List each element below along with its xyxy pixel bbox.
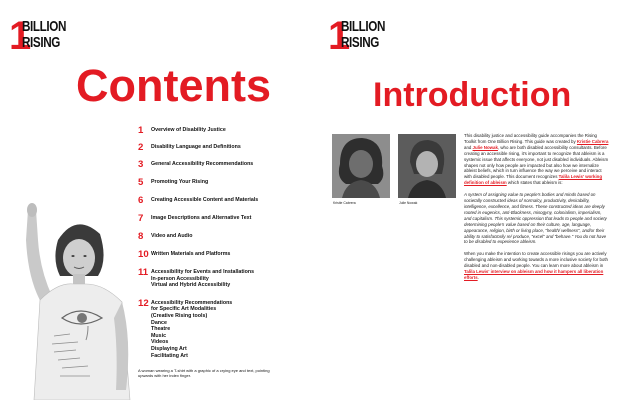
toc-line: Creating Accessible Content and Materials	[151, 197, 259, 203]
toc-entry-text	[151, 267, 254, 289]
contents-title: Contents	[76, 60, 271, 111]
toc-item[interactable]	[138, 231, 303, 242]
toc-item[interactable]	[138, 298, 303, 359]
logo-word-billion: BILLION	[22, 18, 67, 35]
toc-entry-text	[151, 195, 258, 206]
toc-entry-text	[151, 231, 193, 242]
toc-page-number: 11	[138, 267, 149, 278]
toc-page-number: 5	[138, 177, 144, 188]
toc-item[interactable]	[138, 213, 303, 224]
toc-entry-text	[151, 159, 253, 170]
toc-page-number: 3	[138, 159, 144, 170]
logo-word-rising: RISING	[341, 34, 379, 51]
woman-pointing-up-photo	[18, 200, 136, 400]
introduction-title: Introduction	[373, 76, 572, 114]
julie-nowak-link[interactable]: Julie Nowak	[472, 144, 498, 150]
logo-numeral: 1	[328, 14, 351, 58]
toc-line: Accessibility for Events and Installations	[151, 269, 255, 275]
toc-line: Image Descriptions and Alternative Text	[151, 215, 252, 221]
photo-caption: A woman wearing a T-shirt with a graphic of a crying eye and text, pointing upwards with her index finger.	[138, 368, 270, 378]
toc-item[interactable]	[138, 177, 303, 188]
introduction-page	[309, 0, 618, 400]
ableism-definition-link[interactable]: Talila Lewis' working definition of ableism	[464, 174, 603, 186]
toc-entry-text	[151, 249, 230, 260]
toc-entry-text	[151, 213, 251, 224]
toc-entry-text	[151, 177, 208, 188]
logo-word-rising: RISING	[22, 34, 60, 51]
introduction-body	[464, 133, 610, 287]
toc-line: Videos	[151, 339, 169, 346]
toc-page-number: 12	[138, 297, 149, 309]
toc-page-number: 7	[138, 213, 144, 224]
toc-line: Written Materials and Platforms	[151, 251, 231, 257]
toc-item[interactable]	[138, 267, 303, 289]
ableism-interview-link[interactable]: Talila Lewis' interview on ableism and how it hampers all liberation efforts	[464, 269, 604, 280]
toc-line: Overview of Disability Justice	[151, 127, 226, 133]
one-billion-rising-logo-right	[328, 16, 388, 56]
toc-item[interactable]	[138, 159, 303, 170]
toc-page-number: 2	[138, 142, 144, 153]
toc-line: Facilitating Art	[151, 352, 188, 359]
toc-page-number: 1	[138, 125, 144, 136]
ableism-definition-quote: A system of assigning value to people's bodies and minds based on societally constructed ideas of normalcy, productivity, desirability, intelligence, excellence, and fitness. These constructed ideas are deeply rooted in eugenics, anti-Blackness, misogyny, colonialism, imperialism, and capitalism. This systemic oppression that leads to people and society determining people's value based on their culture, age, language, appearance, religion, birth or living place, "health/ wellness", and/or their ability to satisfactorily re/ produce, "excel" and "behave." You do not have to be disabled to experience ableism.	[464, 192, 607, 245]
intro-paragraph-1: This disability justice and accessibility guide accompanies the Rising Toolkit from One Billion Rising. This guide was created by Kristie Cabrera and Julie Nowak, who are both disabled accessibility consultants. Before creating an accessible rising, it's important to recognize that ableism is a systemic issue that affects everyone, not just disabled individuals. Ableism shapes not only how people are impacted but also how we internalize ableist beliefs, which in turn influence the way we perceive and interact with disabled people. This document recognizes Talila Lewis' working definition of ableism which states that ableism is:	[464, 133, 609, 186]
toc-page-number: 8	[138, 231, 144, 242]
toc-line: Virtual and Hybrid Accessibility	[151, 282, 231, 289]
toc-entry-text	[151, 298, 232, 359]
toc-item[interactable]	[138, 125, 303, 136]
toc-line: Theatre	[151, 326, 171, 333]
toc-line: Accessibility Recommendations	[151, 299, 233, 306]
toc-line: (Creative Rising tools)	[151, 312, 208, 319]
toc-entry-text	[151, 125, 226, 136]
toc-item[interactable]	[138, 249, 303, 260]
toc-line: Music	[151, 332, 167, 339]
toc-page-number: 10	[138, 249, 149, 260]
logo-numeral: 1	[9, 14, 32, 58]
intro-paragraph-3: When you make the intention to create accessible risings you are actively challenging ableism and working towards a more inclusive society for both disabled and non-disabled people. You can learn more about ableism in Talila Lewis' interview on ableism and how it hampers all liberation efforts.	[464, 251, 608, 280]
toc-entry-text	[151, 142, 241, 153]
toc-line: Promoting Your Rising	[151, 179, 209, 185]
one-billion-rising-logo	[9, 16, 69, 56]
toc-line: Dance	[151, 319, 167, 326]
logo-word-billion: BILLION	[341, 18, 386, 35]
toc-line: Video and Audio	[151, 233, 193, 239]
toc-item[interactable]	[138, 195, 303, 206]
portrait2-caption: Julie Nowak	[399, 201, 418, 205]
toc-line: General Accessibility Recommendations	[151, 161, 254, 167]
kristie-cabrera-portrait	[332, 134, 390, 198]
table-of-contents	[138, 125, 303, 359]
portrait1-caption: Kristie Cabrera	[333, 201, 356, 205]
toc-line: In-person Accessibility	[151, 275, 209, 282]
toc-line: Displaying Art	[151, 345, 187, 352]
kristie-cabrera-link[interactable]: Kristie Cabrera	[576, 138, 609, 144]
toc-line: for Specific Art Modalities	[151, 306, 217, 313]
toc-item[interactable]	[138, 142, 303, 153]
julie-nowak-portrait	[398, 134, 456, 198]
toc-page-number: 6	[138, 195, 144, 206]
toc-line: Disability Language and Definitions	[151, 144, 241, 150]
